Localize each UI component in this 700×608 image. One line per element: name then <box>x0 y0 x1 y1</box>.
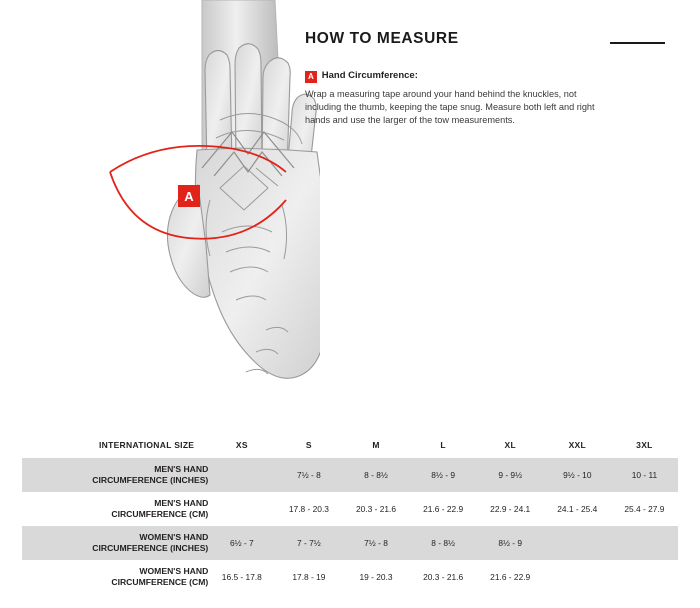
hand-circumference-label: Hand Circumference: <box>321 70 418 81</box>
cell-mens-cm-xxl: 24.1 - 25.4 <box>544 492 611 526</box>
row-label-womens-inches <box>22 526 208 560</box>
row-label-womens-cm <box>22 560 208 594</box>
table-row <box>22 492 678 526</box>
cell-womens-cm-3xl <box>611 560 678 594</box>
header-size-l: L <box>410 432 477 458</box>
cell-womens-inches-xxl <box>544 526 611 560</box>
cell-mens-inches-m: 8 - 8½ <box>342 458 409 492</box>
cell-womens-inches-s: 7 - 7½ <box>275 526 342 560</box>
cell-mens-inches-3xl: 10 - 11 <box>611 458 678 492</box>
table-row <box>22 526 678 560</box>
cell-womens-cm-m: 19 - 20.3 <box>342 560 409 594</box>
row-label-line2: CIRCUMFERENCE (INCHES) <box>92 543 209 553</box>
header-international-size: INTERNATIONAL SIZE <box>22 432 208 458</box>
size-chart-table <box>22 432 678 594</box>
how-to-measure-section <box>305 30 665 136</box>
cell-womens-cm-xl: 21.6 - 22.9 <box>477 560 544 594</box>
row-label-mens-cm <box>22 492 208 526</box>
row-label-line2: CIRCUMFERENCE (CM) <box>111 509 209 519</box>
cell-mens-cm-m: 20.3 - 21.6 <box>342 492 409 526</box>
row-label-line1: MEN'S HAND <box>154 464 209 474</box>
table-row <box>22 560 678 594</box>
cell-mens-cm-xl: 22.9 - 24.1 <box>477 492 544 526</box>
cell-mens-inches-xxl: 9½ - 10 <box>544 458 611 492</box>
hand-circumference-description: Wrap a measuring tape around your hand behind the knuckles, not including the thumb, keeping the tape snug. Measure both left and right hands and use the larger of the tow measurements. <box>305 89 595 126</box>
row-label-line1: WOMEN'S HAND <box>139 566 209 576</box>
cell-womens-inches-m: 7½ - 8 <box>342 526 409 560</box>
header-size-s: S <box>275 432 342 458</box>
cell-womens-cm-s: 17.8 - 19 <box>275 560 342 594</box>
row-label-mens-inches <box>22 458 208 492</box>
cell-womens-cm-xxl <box>544 560 611 594</box>
cell-mens-inches-s: 7½ - 8 <box>275 458 342 492</box>
how-to-measure-title: HOW TO MEASURE <box>305 30 459 47</box>
cell-mens-cm-3xl: 25.4 - 27.9 <box>611 492 678 526</box>
header-size-m: M <box>342 432 409 458</box>
cell-womens-inches-xl: 8½ - 9 <box>477 526 544 560</box>
header-size-xl: XL <box>477 432 544 458</box>
svg-text:A: A <box>184 189 194 204</box>
cell-womens-inches-3xl <box>611 526 678 560</box>
marker-a-badge: A <box>305 71 317 83</box>
glove-illustration <box>70 0 320 425</box>
title-rule <box>610 42 665 44</box>
cell-mens-inches-xl: 9 - 9½ <box>477 458 544 492</box>
header-size-3xl: 3XL <box>611 432 678 458</box>
table-row <box>22 458 678 492</box>
table-header-row <box>22 432 678 458</box>
cell-womens-inches-xs: 6½ - 7 <box>208 526 275 560</box>
row-label-line1: MEN'S HAND <box>154 498 209 508</box>
cell-mens-inches-xs <box>208 458 275 492</box>
row-label-line2: CIRCUMFERENCE (INCHES) <box>92 475 209 485</box>
cell-mens-inches-l: 8½ - 9 <box>410 458 477 492</box>
hand-circumference-block <box>305 70 665 83</box>
cell-mens-cm-l: 21.6 - 22.9 <box>410 492 477 526</box>
cell-womens-cm-l: 20.3 - 21.6 <box>410 560 477 594</box>
cell-mens-cm-s: 17.8 - 20.3 <box>275 492 342 526</box>
header-size-xxl: XXL <box>544 432 611 458</box>
cell-womens-inches-l: 8 - 8½ <box>410 526 477 560</box>
row-label-line1: WOMEN'S HAND <box>139 532 209 542</box>
row-label-line2: CIRCUMFERENCE (CM) <box>111 577 209 587</box>
header-size-xs: XS <box>208 432 275 458</box>
cell-mens-cm-xs <box>208 492 275 526</box>
cell-womens-cm-xs: 16.5 - 17.8 <box>208 560 275 594</box>
